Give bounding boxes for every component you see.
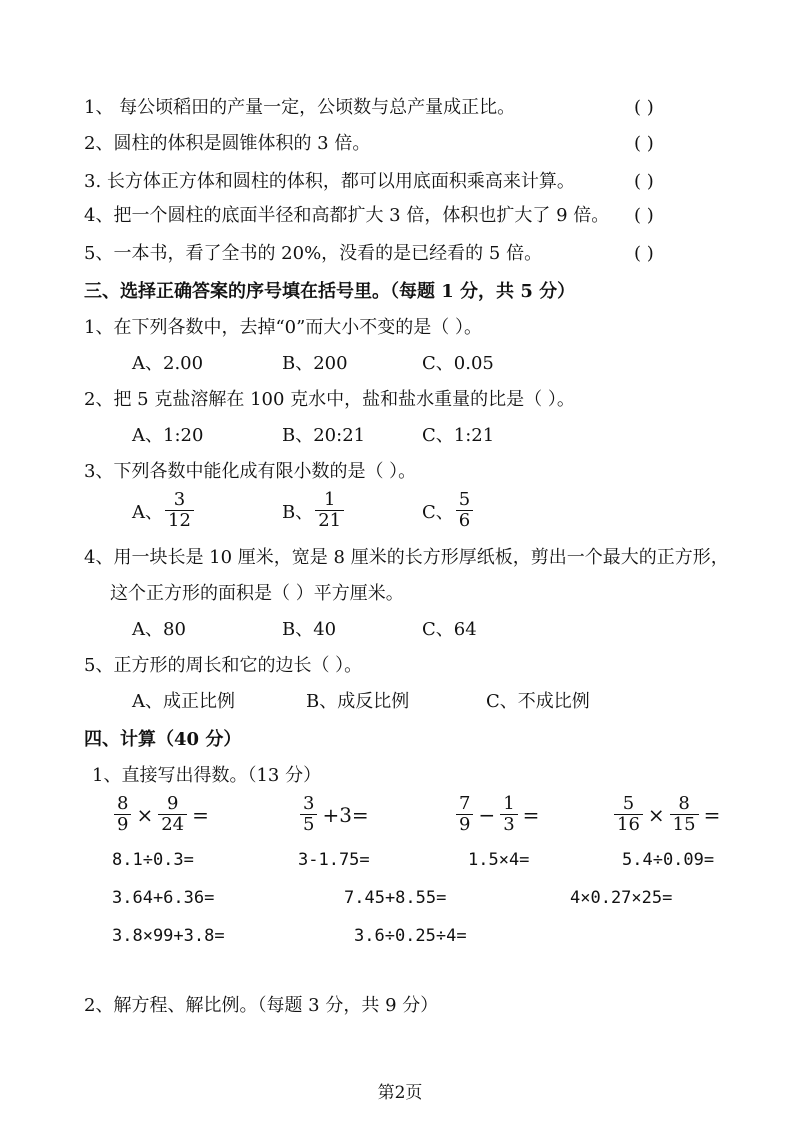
numerator: 3 [303,793,315,814]
numerator: 7 [459,793,471,814]
option-label: B、 [282,501,314,523]
judge-item-2: 2、圆柱的体积是圆锥体积的 3 倍。 [84,133,371,154]
operator-and-operand: +3= [322,802,369,827]
choice-q3-option-c[interactable] [422,490,475,531]
equals: = [703,802,721,827]
choice-q4-option-b[interactable]: B、40 [282,619,337,640]
choice-q3-option-b[interactable] [282,490,346,531]
choice-q4-line1: 4、用一块长是 10 厘米，宽是 8 厘米的长方形厚纸板，剪出一个最大的正方形， [84,547,729,568]
section-3-title: 三、选择正确答案的序号填在括号里。（每题 1 分，共 5 分） [84,281,576,302]
numerator: 3 [173,489,186,510]
judge-item-4: 4、把一个圆柱的底面半径和高都扩大 3 倍，体积也扩大了 9 倍。 [84,205,610,226]
calc-item: 1.5×4= [468,850,530,870]
calc-fraction-4 [612,794,723,835]
choice-q2-option-a[interactable]: A、1:20 [132,425,204,446]
calc-sub1-title: 1、直接写出得数。（13 分） [92,765,322,786]
choice-q5-option-a[interactable]: A、成正比例 [132,691,235,712]
calc-item: 3.8×99+3.8= [112,926,225,946]
calc-fraction-1 [112,794,212,835]
numerator: 5 [458,489,471,510]
choice-q4-line2: 这个正方形的面积是（ ）平方厘米。 [110,583,404,604]
numerator: 1 [323,489,336,510]
choice-q1-option-a[interactable]: A、2.00 [132,353,204,374]
option-label: A、 [132,501,163,523]
calc-fraction-3 [454,794,542,835]
choice-q5-option-b[interactable]: B、成反比例 [306,691,410,712]
calc-item: 5.4÷0.09= [622,850,715,870]
calc-sub2-title: 2、解方程、解比例。（每题 3 分，共 9 分） [84,995,439,1016]
numerator: 8 [117,793,129,814]
page-number: 第2页 [377,1083,423,1103]
calc-fraction-2 [298,794,372,835]
denominator: 12 [168,510,191,531]
calc-item: 7.45+8.55= [344,888,447,908]
fraction [158,794,187,835]
calc-item: 3-1.75= [298,850,370,870]
operator: × [136,802,154,827]
judge-answer-paren-1[interactable]: ( ) [634,97,654,118]
choice-q3: 3、下列各数中能化成有限小数的是（ ）。 [84,461,417,482]
denominator: 9 [459,814,471,835]
fraction [456,794,473,835]
choice-q2-option-c[interactable]: C、1:21 [422,425,495,446]
choice-q3-option-a[interactable] [132,490,196,531]
judge-item-5: 5、一本书，看了全书的 20%，没看的是已经看的 5 倍。 [84,243,543,264]
choice-q5: 5、正方形的周长和它的边长（ ）。 [84,655,363,676]
choice-q4-option-c[interactable]: C、64 [422,619,477,640]
equals: = [192,802,209,827]
equals: = [522,802,540,827]
operator: − [478,802,496,827]
numerator: 9 [166,793,179,814]
fraction [114,794,131,835]
choice-q2-option-b[interactable]: B、20:21 [282,425,366,446]
denominator: 5 [303,814,315,835]
section-4-title: 四、计算（40 分） [84,729,242,750]
choice-q1-option-c[interactable]: C、0.05 [422,353,494,374]
denominator: 24 [161,814,185,835]
fraction [456,490,473,531]
calc-item: 8.1÷0.3= [112,850,194,870]
option-label: C、 [422,501,454,523]
calc-item: 3.64+6.36= [112,888,215,908]
judge-item-1: 1、 每公顷稻田的产量一定，公顷数与总产量成正比。 [84,97,516,118]
judge-answer-paren-2[interactable]: ( ) [634,133,654,154]
denominator: 15 [672,814,696,835]
numerator: 1 [503,793,515,814]
denominator: 9 [117,814,129,835]
denominator: 21 [318,510,342,531]
fraction [500,794,517,835]
judge-answer-paren-4[interactable]: ( ) [634,205,654,226]
choice-q1: 1、在下列各数中，去掉“0”而大小不变的是（ ）。 [84,317,483,338]
choice-q4-option-a[interactable]: A、80 [132,619,186,640]
choice-q2: 2、把 5 克盐溶解在 100 克水中，盐和盐水重量的比是（ ）。 [84,389,575,410]
numerator: 8 [678,793,690,814]
operator: × [647,802,665,827]
judge-item-3: 3. 长方体正方体和圆柱的体积，都可以用底面积乘高来计算。 [84,171,575,192]
fraction [670,794,699,835]
denominator: 3 [503,814,515,835]
choice-q5-option-c[interactable]: C、不成比例 [486,691,590,712]
choice-q1-option-b[interactable]: B、200 [282,353,348,374]
fraction [165,490,194,531]
judge-answer-paren-3[interactable]: ( ) [634,171,654,192]
calc-item: 4×0.27×25= [570,888,673,908]
denominator: 6 [458,510,471,531]
calc-item: 3.6÷0.25÷4= [354,926,467,946]
numerator: 5 [622,793,635,814]
fraction [300,794,317,835]
denominator: 16 [617,814,640,835]
fraction [315,490,344,531]
fraction [614,794,643,835]
judge-answer-paren-5[interactable]: ( ) [634,243,654,264]
